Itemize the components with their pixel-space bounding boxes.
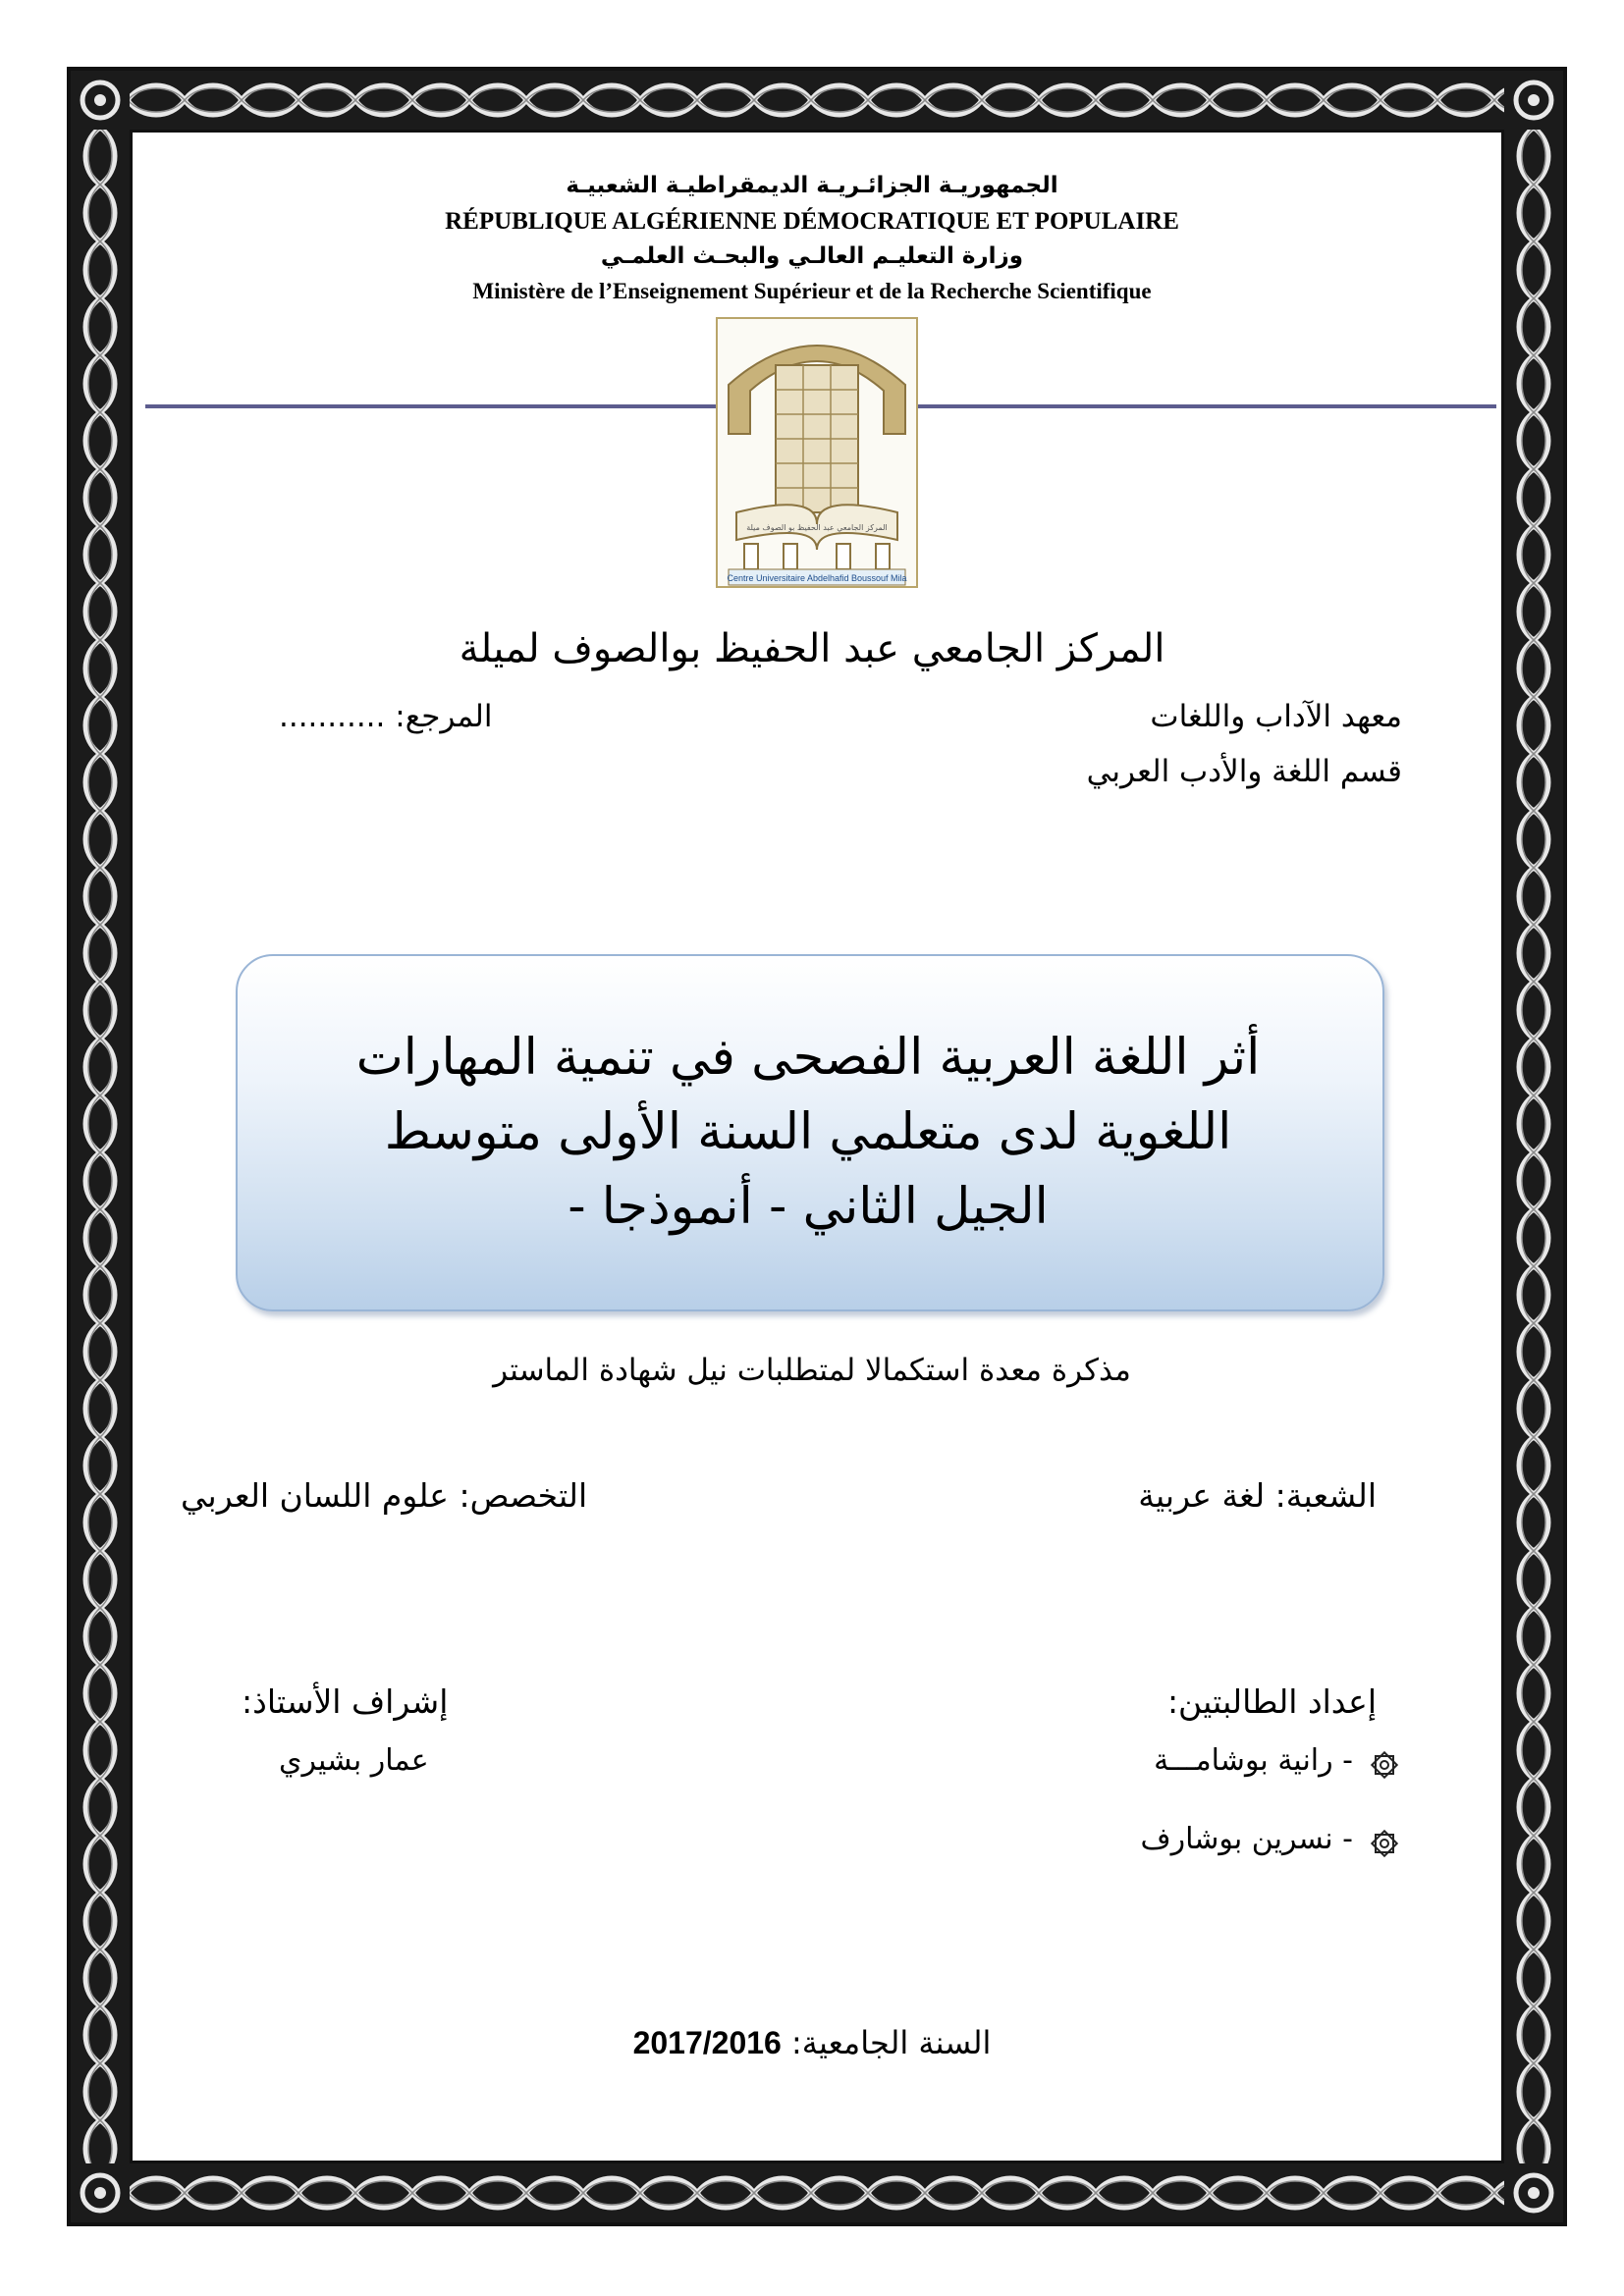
- logo-caption-arabic: المركز الجامعي عبد الحفيظ بو الصوف ميلة: [746, 523, 888, 532]
- thesis-title: [236, 1021, 1380, 1245]
- header-rule-right: [917, 404, 1496, 408]
- border-band-bottom: [71, 2163, 1563, 2222]
- reference-field: المرجع: ...........: [279, 699, 493, 734]
- corner-ornament-top-left: [71, 71, 130, 130]
- student-2: - نسرين بوشارف: [1140, 1822, 1353, 1856]
- corner-ornament-top-right: [1504, 71, 1563, 130]
- logo-caption-french: Centre Universitaire Abdelhafid Boussouf Mila: [727, 573, 907, 583]
- academic-year-value: 2017/2016: [632, 2025, 782, 2060]
- student-1: - رانية بوشامـــة: [1154, 1743, 1353, 1778]
- institute-name: معهد الآداب واللغات: [1150, 699, 1402, 734]
- department-name: قسم اللغة والأدب العربي: [1086, 754, 1402, 789]
- thesis-title-line-2: اللغوية لدى متعلمي السنة الأولى متوسط: [384, 1103, 1232, 1161]
- branch-field: الشعبة: لغة عربية: [1138, 1476, 1377, 1515]
- ornament-bullet-icon: [1369, 1828, 1400, 1859]
- supervisor-name: عمار بشيري: [279, 1743, 429, 1778]
- corner-ornament-bottom-right: [1504, 2163, 1563, 2222]
- republic-arabic: الجمهوريـة الجزائـريـة الديمقراطيـة الشعبيـة: [566, 173, 1058, 198]
- ministry-french: Ministère de l’Enseignement Supérieur et de la Recherche Scientifique: [472, 279, 1152, 303]
- border-band-top: [71, 71, 1563, 130]
- authors-label: إعداد الطالبتين:: [1166, 1682, 1377, 1721]
- border-band-left: [71, 71, 130, 2222]
- supervisor-label: إشراف الأستاذ:: [242, 1682, 449, 1721]
- institution-name: المركز الجامعي عبد الحفيظ بوالصوف لميلة: [459, 626, 1165, 671]
- academic-year: [0, 2024, 1624, 2061]
- academic-year-label: السنة الجامعية:: [791, 2024, 992, 2061]
- ornament-bullet-icon: [1369, 1749, 1400, 1781]
- thesis-title-line-1: أثر اللغة العربية الفصحى في تنمية المهارات: [355, 1029, 1261, 1087]
- thesis-title-line-3: الجيل الثاني - أنموذجا -: [568, 1178, 1049, 1236]
- specialty-field: التخصص: علوم اللسان العربي: [181, 1476, 588, 1515]
- republic-french: RÉPUBLIQUE ALGÉRIENNE DÉMOCRATIQUE ET POPULAIRE: [445, 208, 1179, 235]
- university-logo: [715, 316, 919, 589]
- ministry-arabic: وزارة التعليـم العالـي والبحـث العلمـي: [600, 243, 1024, 269]
- thesis-purpose: مذكرة معدة استكمالا لمتطلبات نيل شهادة الماستر: [493, 1353, 1131, 1388]
- border-band-right: [1504, 71, 1563, 2222]
- header-rule-left: [145, 404, 717, 408]
- corner-ornament-bottom-left: [71, 2163, 130, 2222]
